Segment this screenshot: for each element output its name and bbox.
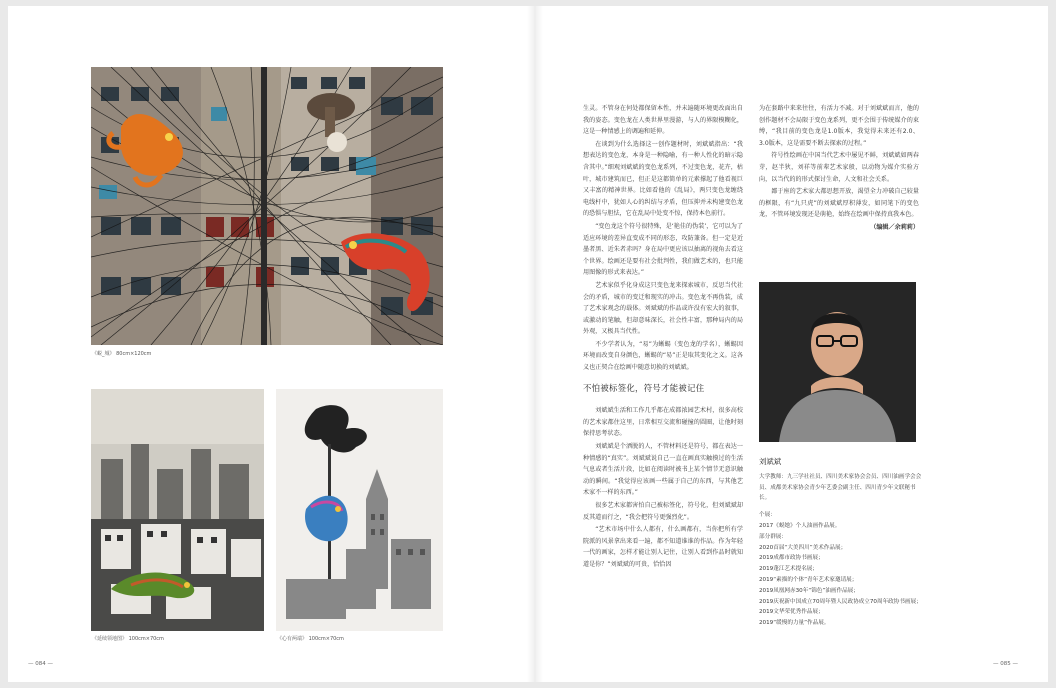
solo-title: 个展： <box>759 512 776 519</box>
artist-bio <box>759 457 924 629</box>
group-item: 2019“缓慢的力量”作品展。 <box>759 620 830 627</box>
group-item: 2019凤凰网赤30年“锦色”油画作品展； <box>759 587 859 594</box>
artist-name: 刘斌斌 <box>759 457 782 466</box>
section-heading: 不怕被标签化，符号才能被记住 <box>583 382 705 393</box>
article-paragraph: 在谈到为什么选择这一创作题材时，刘斌斌指出：“我想表达的变色龙，本身是一种隐喻，有一种人性化的暗示隐含其中。”细观刘斌斌的变色龙系列，不过变色龙，花卉，枯叶，城市建筑而已，但正是这都简单的元素撑起了他看视巨又丰富的精神世界。比如看他的《乱局》，两只变色龙缠绕电线杆中，犹如人心的纠结与矛盾，但压抑并未构建变色龙的恐惧与胆怯，它在乱局中处变不惊，保持本色前行。 <box>583 140 743 218</box>
article-paragraph: “变色龙这个符号很特殊，是‘艳佳的伪装’，它可以为了适应环境的差异直变成不同的形态，攻防兼备。但一定是近墨者黑、近朱者赤吗？身在局中更应该以抽离的视角去看这个世界。绘画还是要有社会批判性，我们做艺术的，也只能用图像的形式来表达。” <box>583 222 743 277</box>
magazine-spread <box>8 6 1048 682</box>
article-paragraph: 刘斌斌生活和工作几乎都在成都浓园艺术村，很多高校的艺术家都住这里，日常相互交流和碰撞的圆圈，让他时刻保持思考状态。 <box>583 407 743 438</box>
article-paragraph: “艺术市场中什么人都有，什么画都有，当你把所有学院派的风景拿出来看一遍，都不知道谁谁的作品。作为年轻一代的画家，怎样才能让别人记住，让别人看到作品时就知道是你？”刘斌斌的可贵，恰恰因 <box>583 526 743 568</box>
article-paragraph: 不少学者认为，“易”为蜥蜴（变色龙的学名），蜥蜴因环境而改变自身颜色，蜥蜴的“易”正是取其变化之义。这各义也正契合在绘画中随意切换的刘斌斌。 <box>583 340 743 372</box>
painting-tower-flower <box>276 389 443 631</box>
article-paragraph: 符号性绘画在中国当代艺术中屡见不鲜，刘斌斌如两春芽，赵半狄，刘祥等前辈艺术家般，以动物为媒介实验方向，以当代的的形式探讨生命，人文和社会关系。 <box>759 152 919 183</box>
spread-gutter <box>527 6 543 682</box>
article-paragraph: 很多艺术家都害怕自己被标签化，符号化，但刘斌斌却反其道而行之，“我会把符号更强烈化”。 <box>583 502 743 521</box>
page-number-left: — 084 — <box>28 661 53 667</box>
painting-city-lizard <box>91 389 264 631</box>
solo-item: 2017《蜕她》个人油画作品展。 <box>759 522 841 529</box>
article-paragraph: 艺术家似乎化身成这只变色龙来探索城市，反思当代社会的矛盾，城市的变迁和现实的冲击。变色龙不再伪装，成了艺术家观念的载体。刘斌斌的作品或许没有宏大的叙事，或激动的笔触，但却意味深长，社会性丰富，那种局内的局外观，又极具当代性。 <box>583 281 743 336</box>
group-item: 2019蓬江艺术提名展； <box>759 566 818 573</box>
painting-urban-chameleons <box>91 67 443 345</box>
painting-bl-caption: 《延续领地图》 100cm×70cm <box>92 636 164 642</box>
group-item: 2019成都市政协书画展； <box>759 555 824 562</box>
group-item: 2020首届“大美四川”美术作品展； <box>759 544 847 551</box>
article-paragraph: 鄙于座的艺术家大都思想开放，渴望全力冲破自己较量的框限，有“九只虎”的刘斌斌厚积薄发，如同笔下的变色龙，不管环境发现还是萌艳，始终在绘画中保持真我本色。 <box>759 188 919 219</box>
group-title: 部分群展： <box>759 533 787 540</box>
painting-tower-flower-art <box>276 389 443 631</box>
article-paragraph: 刘斌斌是个洒脱的人，不管材料还是符号，都在表达一种情感的“真实”。刘斌斌说自己一直在画真实触摸过的生活气息或者生活片段，比如在阅读时被书上某个情节无意识触动的瞬间。“我觉得应该画一些属于自己的东西，与其他艺术家不一样的东西。” <box>583 443 743 497</box>
painting-city-lizard-art <box>91 389 264 631</box>
artist-portrait-art <box>759 282 916 442</box>
group-item: 2019庆祝新中国成立70周年暨人民政协成立70周年政协书画展； <box>759 598 922 605</box>
article-column-2 <box>759 103 919 283</box>
article-paragraph: 生灵。不管身在何处都保留本性，并未遍随环境更改面出自我的姿态。变色龙在人类世界里漫游，与人的界限模糊化，这是一种情感上的调遍和延伸。 <box>583 105 743 136</box>
group-item: 2019“素描的个体”青年艺术家邀请展； <box>759 576 858 583</box>
editor-signature: （编辑／余莉莉） <box>870 223 919 231</box>
painting-urban-chameleons-art <box>91 67 443 345</box>
artist-bio-text: 大学教师：九三学社社员、四川美术家协会会员、四川油画学会会员、成都美术家协会青少年艺委会副主任、四川青少年文联秘书长。 <box>759 473 922 502</box>
group-item: 2019文华荣优秀作品展； <box>759 609 824 616</box>
painting-main-caption: 《蜕_城》 80cm×120cm <box>92 351 152 357</box>
article-column-1 <box>583 103 743 651</box>
page-number-right: — 085 — <box>993 661 1018 667</box>
artist-portrait <box>759 282 916 442</box>
painting-br-caption: 《心有两端》 100cm×70cm <box>277 636 344 642</box>
article-paragraph: 为在套路中来来往往，有活力不减。对于刘斌斌而言，他的创作题材不会局限于变色龙系列，更不会围于传统媒介的束缚，“我目前的变色龙是1.0版本，我觉得未来还有2.0、3.0版本，这是需要不断去探索的过程。” <box>759 105 919 147</box>
